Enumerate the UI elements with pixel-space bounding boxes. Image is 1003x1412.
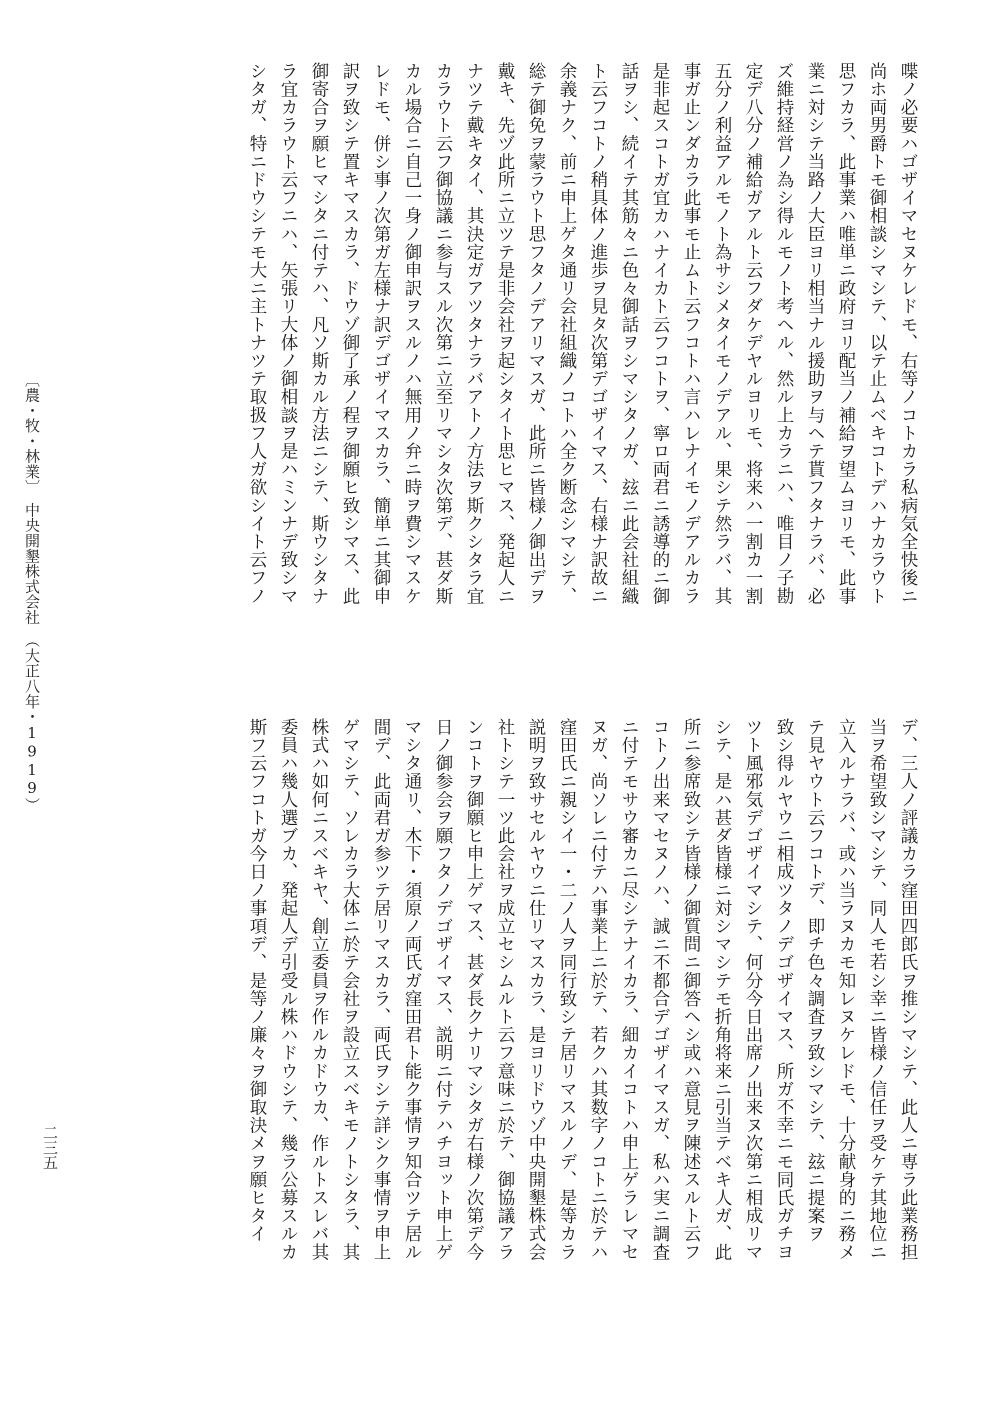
- footer-date: （大正八年・1919）: [23, 639, 41, 813]
- text-column: シタガ、特ニドウシテモ大ニ主トナツテ取扱フ人ガ欲シイト云フノ: [247, 62, 267, 605]
- running-footer: [22, 372, 43, 813]
- text-column: 話ヲシ、続イテ其筋々ニ色々御話ヲシマシタノガ、玆ニ此会社組織: [619, 62, 639, 605]
- page-number: 二三五: [41, 1125, 59, 1170]
- text-column: ツト風邪気デゴザイマシテ、何分今日出席ノ出来ヌ次第ニ相成リマ: [743, 718, 763, 1261]
- text-column: 是非起スコトガ宜カハナイカト云フコトヲ、寧ロ両君ニ誘導的ニ御: [650, 62, 670, 605]
- text-column: レドモ、併シ事ノ次第ガ左様ナ訳デゴザイマスカラ、簡単ニ其御申: [371, 62, 391, 605]
- text-column: シテ、是ハ甚ダ皆様ニ対シマシテモ折角将来ニ引当テベキ人ガ、此: [712, 718, 732, 1261]
- lower-text-block: [241, 718, 923, 1318]
- text-column: コトノ出来マセヌノハ、誠ニ不都合デゴザイマスガ、私ハ実ニ調査: [650, 718, 670, 1261]
- text-column: ゲマシテ、ソレカラ大体ニ於テ会社ヲ設立スベキモノトシタラ、其: [340, 718, 360, 1261]
- text-column: 戴キ、先ヅ此所ニ立ツテ是非会社ヲ起シタイト思ヒマス、発起人ニ: [495, 62, 515, 605]
- text-column: ナツテ戴キタイ、其決定ガアツタナラバアトノ方法ヲ斯クシタラ宜: [464, 62, 484, 605]
- text-column: 思フカラ、此事業ハ唯単ニ政府ヨリ配当ノ補給ヲ望ムヨリモ、此事: [836, 62, 856, 605]
- text-column: ト云フコトノ稍具体ノ進歩ヲ見タ次第デゴザイマス、右様ナ訳故ニ: [588, 62, 608, 605]
- text-column: カラウト云フ御協議ニ参与スル次第ニ立至リマシタ次第デ、甚ダ斯: [433, 62, 453, 605]
- text-column: 窪田氏ニ親シイ一・二ノ人ヲ同行致シテ居リマスルノデ、是等カラ: [557, 718, 577, 1261]
- text-column: 間デ、此両君ガ参ツテ居リマスカラ、両氏ヲシテ詳シク事情ヲ申上: [371, 718, 391, 1261]
- text-column: 五分ノ利益アルモノト為サシメタイモノデアル、果シテ然ラバ、其: [712, 62, 732, 605]
- upper-text-block: [241, 62, 923, 662]
- footer-company: 中央開墾株式会社: [23, 502, 41, 625]
- text-column: 余義ナク、前ニ申上ゲタ通リ会社組織ノコトハ全ク断念シマシテ、: [557, 62, 577, 605]
- text-column: マシタ通リ、木下・須原ノ両氏ガ窪田君ト能ク事情ヲ知合ツテ居ル: [402, 718, 422, 1261]
- text-column: 社トシテ一ツ此会社ヲ成立セシムルト云フ意味ニ於テ、御協議アラ: [495, 718, 515, 1261]
- text-column: 説明ヲ致サセルヤウニ仕リマスカラ、是ヨリドウゾ中央開墾株式会: [526, 718, 546, 1261]
- text-column: 致シ得ルヤウニ相成ツタノデゴザイマス、所ガ不幸ニモ同氏ガチヨ: [774, 718, 794, 1261]
- text-column: ヌガ、尚ソレニ付テハ事業上ニ於テ、若クハ其数字ノコトニ於テハ: [588, 718, 608, 1261]
- text-column: 総テ御免ヲ蒙ラウト思フタノデアリマスガ、此所ニ皆様ノ御出デヲ: [526, 62, 546, 605]
- text-column: 日ノ御参会ヲ願フタノデゴザイマス、説明ニ付テハチヨット申上ゲ: [433, 718, 453, 1261]
- text-column: 喋ノ必要ハゴザイマセヌケレドモ、右等ノコトカラ私病気全快後ニ: [898, 62, 918, 605]
- text-column: 定デ八分ノ補給ガアルト云フダケデヤルヨリモ、将来ハ一割カ一割: [743, 62, 763, 605]
- text-column: 当ヲ希望致シマシテ、同人モ若シ幸ニ皆様ノ信任ヲ受ケテ其地位ニ: [867, 718, 887, 1261]
- text-column: カル場合ニ自己一身ノ御申訳ヲスルノハ無用ノ弁ニ時ヲ費シマスケ: [402, 62, 422, 605]
- text-column: テ見ヤウト云フコトデ、即チ色々調査ヲ致シマシテ、玆ニ提案ヲ: [805, 718, 825, 1243]
- text-column: 所ニ参席致シテ皆様ノ御質問ニ御答ヘシ或ハ意見ヲ陳述スルト云フ: [681, 718, 701, 1261]
- text-column: ニ付テモサウ審カニ尽シテナイカラ、細カイコトハ申上ゲラレマセ: [619, 718, 639, 1261]
- text-column: 業ニ対シテ当路ノ大臣ヨリ相当ナル援助ヲ与ヘテ貰フタナラバ、必: [805, 62, 825, 605]
- text-column: 立入ルナラバ、或ハ当ラヌカモ知レヌケレドモ、十分献身的ニ務メ: [836, 718, 856, 1261]
- text-column: デ、三人ノ評議カラ窪田四郎氏ヲ推シマシテ、此人ニ専ラ此業務担: [898, 718, 918, 1261]
- text-column: ンコトヲ御願ヒ申上ゲマス、甚ダ長クナリマシタガ右様ノ次第デ今: [464, 718, 484, 1261]
- text-column: 委員ハ幾人選ブカ、発起人デ引受ル株ハドウシテ、幾ラ公募スルカ: [278, 718, 298, 1261]
- text-column: 事ガ止ンダカラ此事モ止ムト云フコトハ言ハレナイモノデアルカラ: [681, 62, 701, 605]
- text-column: 斯フ云フコトガ今日ノ事項デ、是等ノ廉々ヲ御取決メヲ願ヒタイ: [247, 718, 267, 1243]
- text-column: 尚ホ両男爵トモ御相談シマシテ、以テ止ムベキコトデハナカラウト: [867, 62, 887, 605]
- text-column: 御寄合ヲ願ヒマシタニ付テハ、凡ソ斯カル方法ニシテ、斯ウシタナ: [309, 62, 329, 605]
- text-column: 訳ヲ致シテ置キマスカラ、ドウゾ御了承ノ程ヲ御願ヒ致シマス、此: [340, 62, 360, 605]
- text-column: ラ宜カラウト云フニハ、矢張リ大体ノ御相談ヲ是ハミンナデ致シマ: [278, 62, 298, 605]
- text-column: 株式ハ如何ニスベキヤ、創立委員ヲ作ルカドウカ、作ルトスレバ其: [309, 718, 329, 1261]
- text-column: ズ維持経営ノ為シ得ルモノト考ヘル、然ル上カラニハ、唯目ノ子勘: [774, 62, 794, 605]
- footer-section: 〔農・牧・林業〕: [23, 372, 41, 487]
